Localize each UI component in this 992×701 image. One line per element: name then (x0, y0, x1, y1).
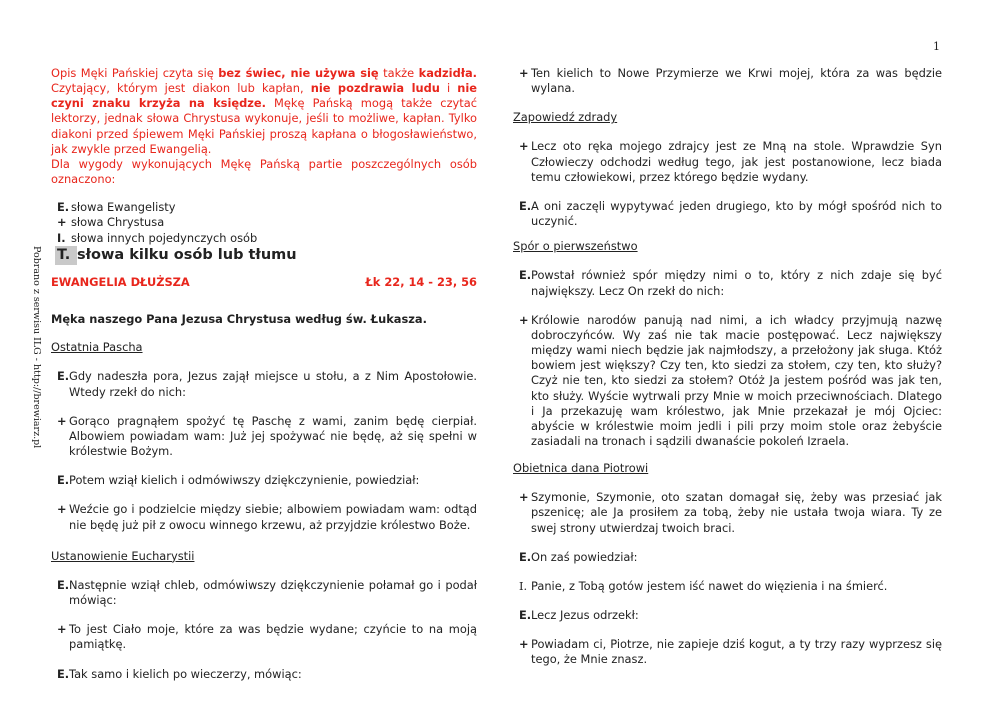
legend (51, 200, 477, 265)
paragraph (513, 579, 942, 594)
paragraph (51, 578, 477, 608)
speaker-mark: E. (57, 666, 70, 681)
intro-bold: nie czyni znaku krzyża na księdze. (51, 81, 477, 111)
legend-mark: T. (55, 246, 77, 265)
paragraph-text: Królowie narodów panują nad nimi, a ich władcy przyjmują nazwę dobroczyńców. Wy zaś nie tak macie postępować. Lecz największy między wami niech będzie jak najmłodszy, a przełożony jak sługa. Któż bowiem jest większy? Czy ten, kto siedzi za stołem, czy ten, kto służy? Czyż nie ten, kto siedzi za stołem? Otóż Ja jestem pośród was jak ten, kto służy. Wyście wytrwali przy Mnie w moich przeciwnościach. Dlatego i Ja przekazuję wam królestwo, jak Mnie przekazał je mój Ojciec: abyście w królestwie moim jedli i pili przy moim stole oraz żebyście zasiadali na tronach i sądzili dwanaście pokoleń Izraela. (531, 312, 942, 448)
section-heading: Spór o pierwszeństwo (513, 239, 638, 254)
legend-mark: I. (57, 230, 66, 245)
paragraph (513, 268, 942, 298)
legend-item (57, 231, 477, 246)
speaker-mark: + (519, 312, 529, 327)
speaker-mark: E. (519, 198, 532, 213)
passion-title: Męka naszego Pana Jezusa Chrystusa według św. Łukasza. (51, 312, 427, 327)
intro-text: Mękę Pańską mogą także czytać lektorzy, jednak słowa Chrystusa wykonuje, jeśli to możliwe, kapłan. Tylko diakoni przed śpiewem Męki Pańskiej proszą kapłana o błogosławieństwo, jak zwykle przed Ewangelią. (51, 96, 477, 156)
paragraph-text: A oni zaczęli wypytywać jeden drugiego, kto by mógł spośród nich to uczynić. (531, 198, 942, 229)
paragraph (51, 414, 477, 459)
paragraph (513, 637, 942, 667)
speaker-mark: E. (57, 369, 70, 384)
paragraph (513, 490, 942, 535)
intro-text: Dla wygody wykonujących Mękę Pańską partie poszczególnych osób oznaczono: (51, 156, 477, 187)
legend-text: słowa Ewangelisty (71, 200, 176, 215)
paragraph (513, 313, 942, 449)
paragraph (51, 369, 477, 399)
intro-rubric (51, 66, 477, 187)
paragraph-text: Gorąco pragnąłem spożyć tę Paschę z wami, zanim będę cierpiał. Albowiem powiadam wam: Już jej spożywać nie będę, aż się spełni w królestwie Bożym. (69, 413, 477, 459)
intro-text: i (439, 81, 458, 96)
paragraph-text: Weźcie go i podzielcie między siebie; albowiem powiadam wam: odtąd nie będę już pił z owocu winnego krzewu, aż przyjdzie królestwo Boże. (69, 502, 477, 532)
paragraph-text: Ten kielich to Nowe Przymierze we Krwi mojej, która za was będzie wylana. (531, 66, 942, 96)
paragraph (513, 199, 942, 229)
section-heading: Ustanowienie Eucharystii (51, 548, 195, 563)
paragraph-text: Tak samo i kielich po wieczerzy, mówiąc: (69, 666, 302, 681)
paragraph-text: Powiadam ci, Piotrze, nie zapieje dziś kogut, a ty trzy razy wyprzesz się tego, że Mnie znasz. (531, 637, 942, 667)
paragraph (513, 550, 942, 565)
legend-text: słowa Chrystusa (71, 215, 165, 230)
speaker-mark: E. (519, 549, 532, 564)
paragraph-text: Lecz Jezus odrzekł: (531, 608, 639, 623)
paragraph-text: Potem wziął kielich i odmówiwszy dziękczynienie, powiedział: (69, 473, 420, 488)
section-heading: Ostatnia Pascha (51, 340, 143, 355)
speaker-mark: I. (519, 578, 528, 593)
paragraph-text: Gdy nadeszła pora, Jezus zajął miejsce u stołu, a z Nim Apostołowie. Wtedy rzekł do nich: (69, 369, 477, 399)
intro-text: także (378, 66, 419, 80)
paragraph (513, 66, 942, 96)
intro-bold: kadzidła. (418, 66, 477, 80)
speaker-mark: E. (57, 473, 70, 488)
intro-text: Opis Męki Pańskiej czyta się (51, 66, 219, 80)
legend-item (57, 200, 477, 215)
paragraph-text: Szymonie, Szymonie, oto szatan domagał się, żeby was przesiać jak pszenicę; ale Ja prosiłem za tobą, żeby nie ustała twoja wiara. Ty ze swej strony utwierdzaj twoich braci. (531, 490, 942, 535)
page-number: 1 (933, 40, 940, 53)
paragraph (51, 667, 477, 682)
legend-text: słowa kilku osób lub tłumu (77, 246, 297, 263)
paragraph (51, 473, 477, 488)
speaker-mark: + (57, 413, 67, 428)
speaker-mark: + (519, 66, 529, 80)
gospel-label: EWANGELIA DŁUŻSZA (51, 275, 190, 289)
legend-mark: + (57, 215, 67, 230)
speaker-mark: + (519, 139, 529, 154)
paragraph (513, 608, 942, 623)
left-column (51, 66, 477, 682)
paragraph-text: Lecz oto ręka mojego zdrajcy jest ze Mną na stole. Wprawdzie Syn Człowieczy odchodzi według tego, jak jest postanowione, lecz biada temu człowiekowi, przez którego będzie wydany. (531, 139, 942, 184)
legend-item (57, 215, 477, 230)
paragraph-text: On zaś powiedział: (531, 549, 638, 564)
intro-bold: nie pozdrawia ludu (310, 81, 440, 96)
speaker-mark: + (57, 502, 67, 517)
speaker-mark: E. (519, 268, 532, 283)
legend-mark: E. (57, 200, 70, 215)
right-column (513, 66, 942, 668)
paragraph-text: Następnie wziął chleb, odmówiwszy dziękczynienie połamał go i podał mówiąc: (69, 577, 477, 608)
paragraph (51, 502, 477, 532)
gospel-heading (51, 275, 477, 290)
intro-text: Czytający, którym jest diakon lub kapłan, (51, 81, 311, 96)
paragraph-text: To jest Ciało moje, które za was będzie wydane; czyńcie to na moją pamiątkę. (69, 622, 477, 652)
legend-text: słowa innych pojedynczych osób (71, 230, 258, 245)
speaker-mark: E. (519, 608, 532, 623)
paragraph (51, 622, 477, 652)
gospel-reference: Łk 22, 14 - 23, 56 (365, 275, 477, 289)
section-heading: Zapowiedź zdrady (513, 110, 618, 125)
speaker-mark: + (57, 622, 67, 637)
intro-bold: bez świec, nie używa się (218, 66, 379, 80)
paragraph-text: Panie, z Tobą gotów jestem iść nawet do więzienia i na śmierć. (531, 578, 888, 593)
speaker-mark: + (519, 637, 529, 652)
paragraph (513, 139, 942, 184)
paragraph-text: Powstał również spór między nimi o to, który z nich zdaje się być największy. Lecz On rzekł do nich: (531, 268, 942, 298)
legend-item (57, 246, 477, 265)
source-side-text: Pobrano z serwisu ILG - http://brewiarz.pl (31, 246, 42, 449)
speaker-mark: E. (57, 577, 70, 592)
speaker-mark: + (519, 490, 529, 505)
section-heading: Obietnica dana Piotrowi (513, 461, 649, 476)
